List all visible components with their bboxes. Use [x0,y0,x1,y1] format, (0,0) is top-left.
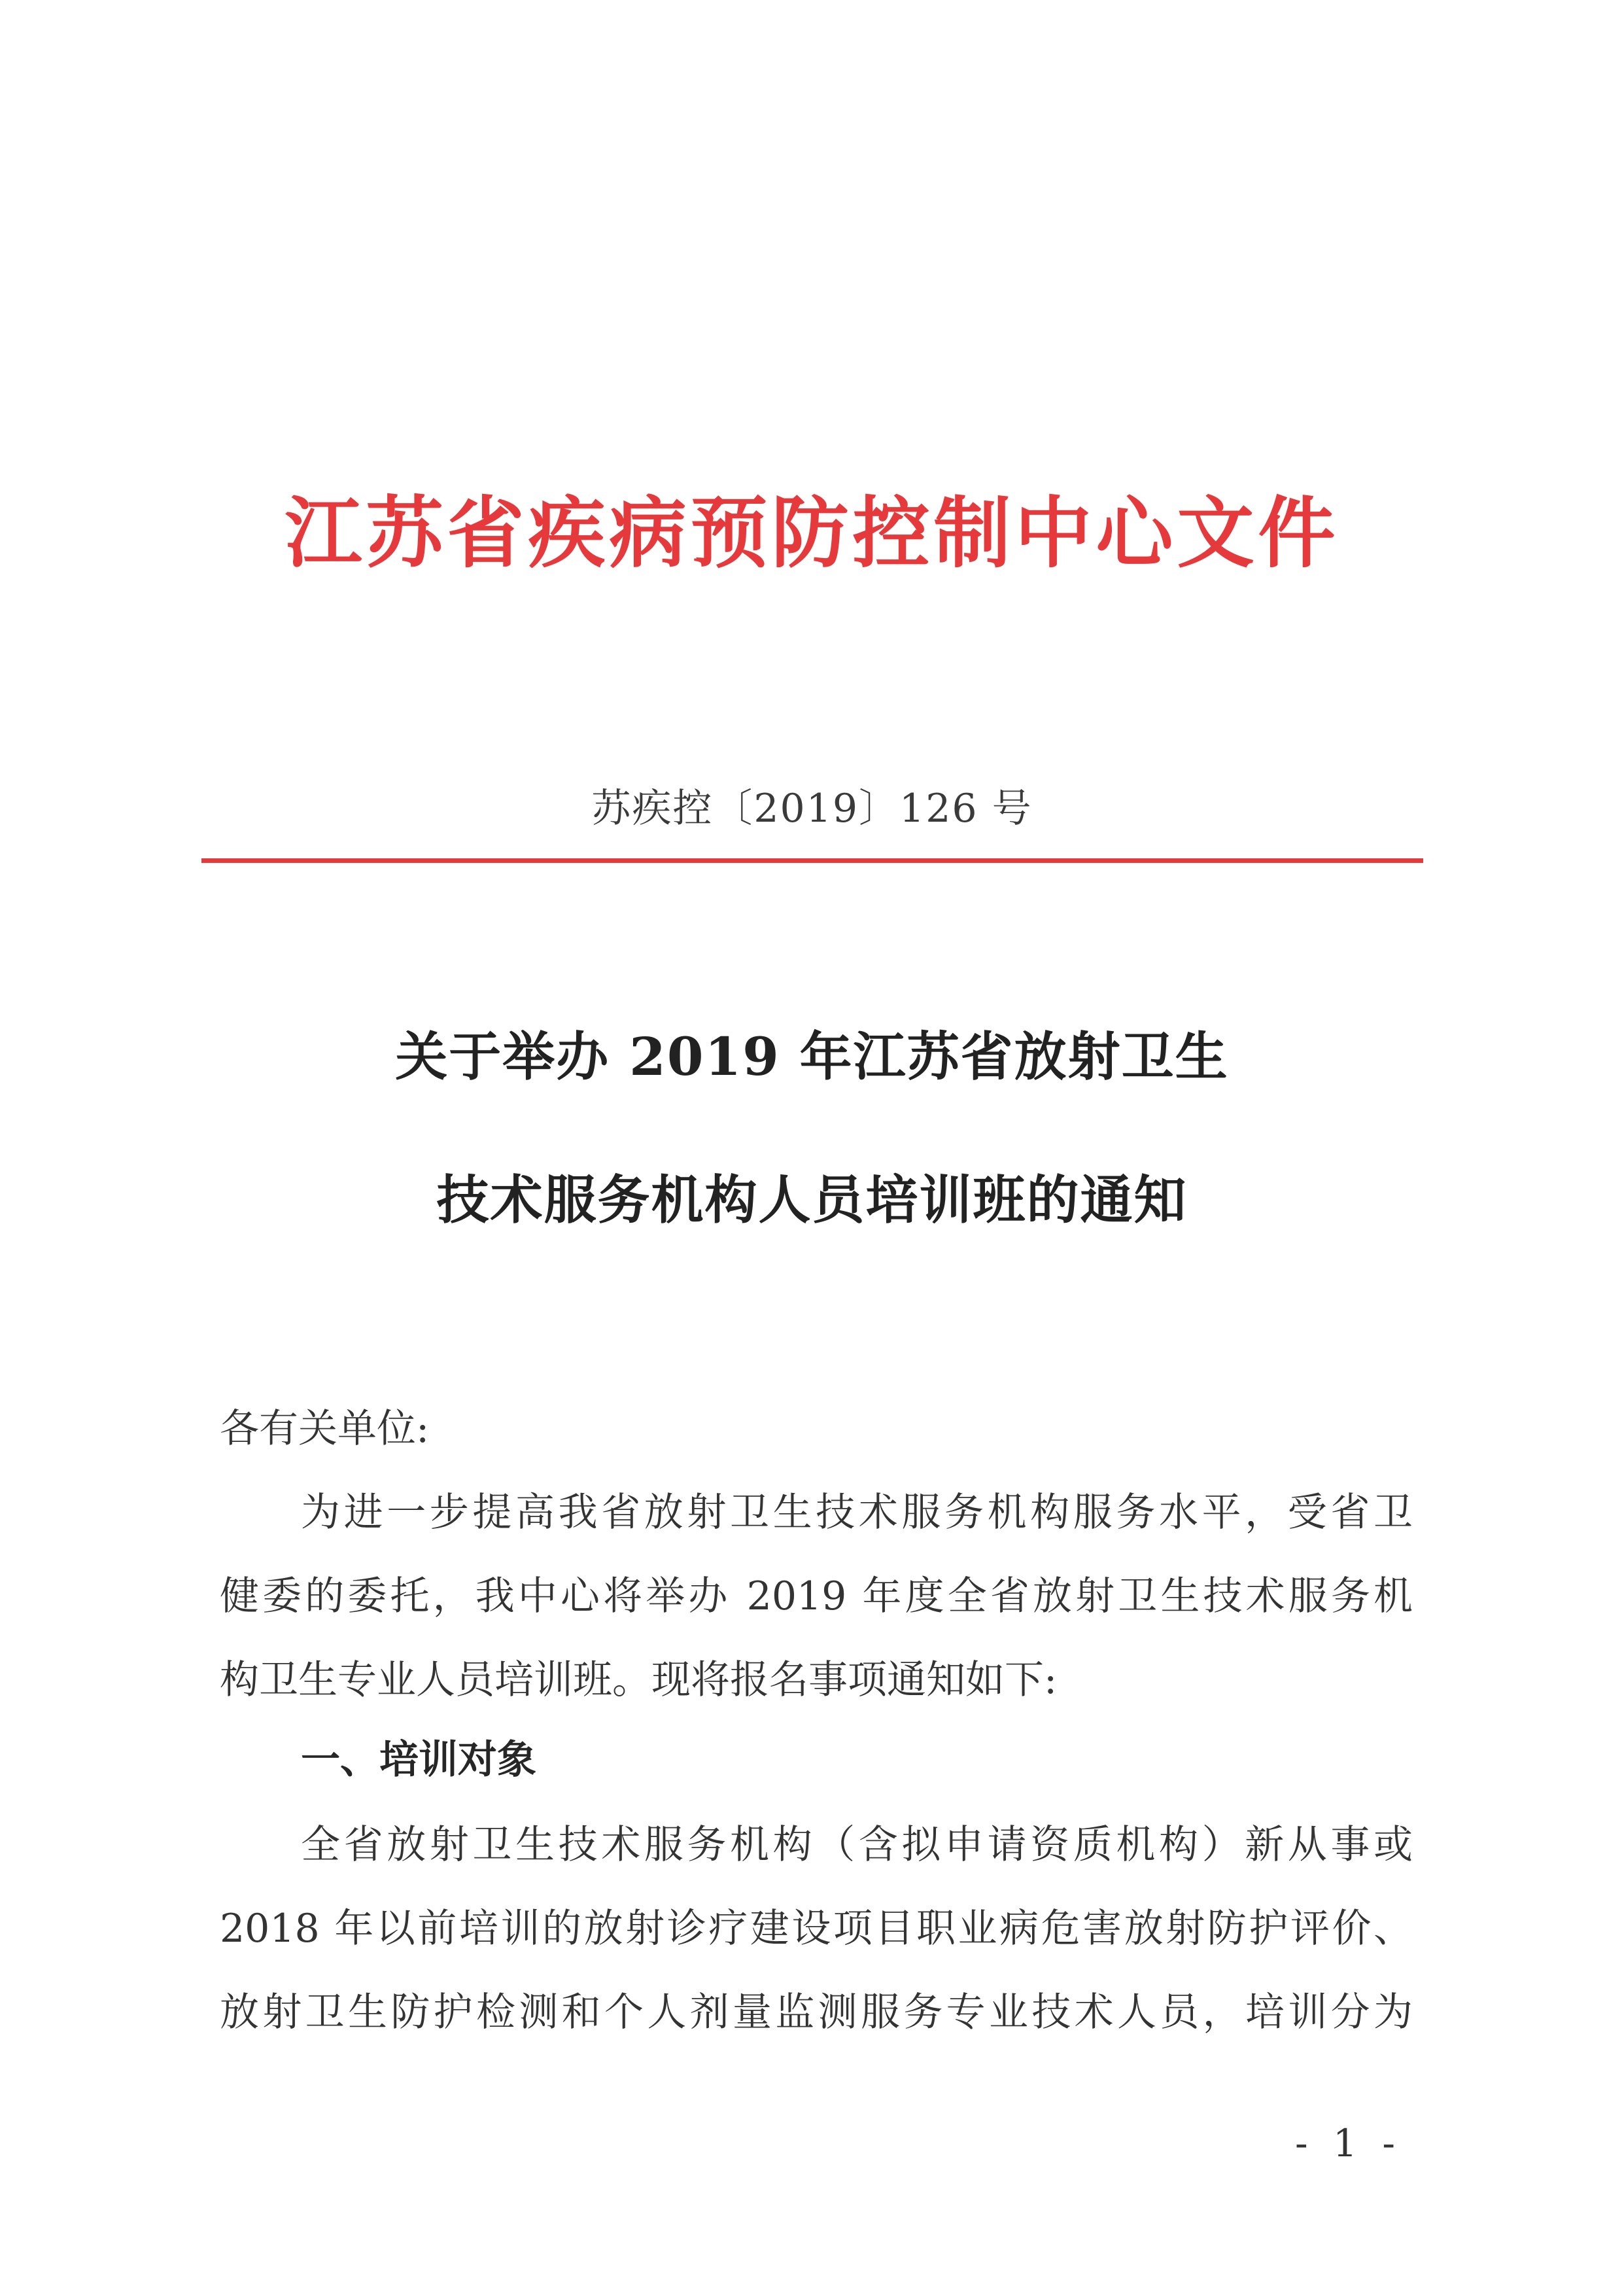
salutation: 各有关单位: [220,1406,430,1452]
section1-line-1: 全省放射卫生技术服务机构（含拟申请资质机构）新从事或 [301,1822,1413,1868]
red-divider-line [201,858,1423,863]
intro-line-2: 健委的委托，我中心将举办 2019 年度全省放射卫生技术服务机 [220,1573,1413,1619]
subject-title-line-1: 关于举办 2019 年江苏省放射卫生 [395,1026,1229,1087]
page-number: - 1 - [1295,2121,1402,2165]
document-header-title: 江苏省疾病预防控制中心文件 [285,487,1339,578]
subject-title-line-2: 技术服务机构人员培训班的通知 [436,1169,1188,1231]
intro-line-1: 为进一步提高我省放射卫生技术服务机构服务水平，受省卫 [301,1490,1413,1535]
intro-line-3: 构卫生专业人员培训班。现将报名事项通知如下: [220,1657,1058,1703]
section1-line-3: 放射卫生防护检测和个人剂量监测服务专业技术人员，培训分为 [220,1989,1413,2035]
section-heading-training-targets: 一、培训对象 [301,1737,536,1783]
document-number: 苏疾控〔2019〕126 号 [591,786,1033,832]
section1-line-2: 2018 年以前培训的放射诊疗建设项目职业病危害放射防护评价、 [220,1906,1413,1952]
